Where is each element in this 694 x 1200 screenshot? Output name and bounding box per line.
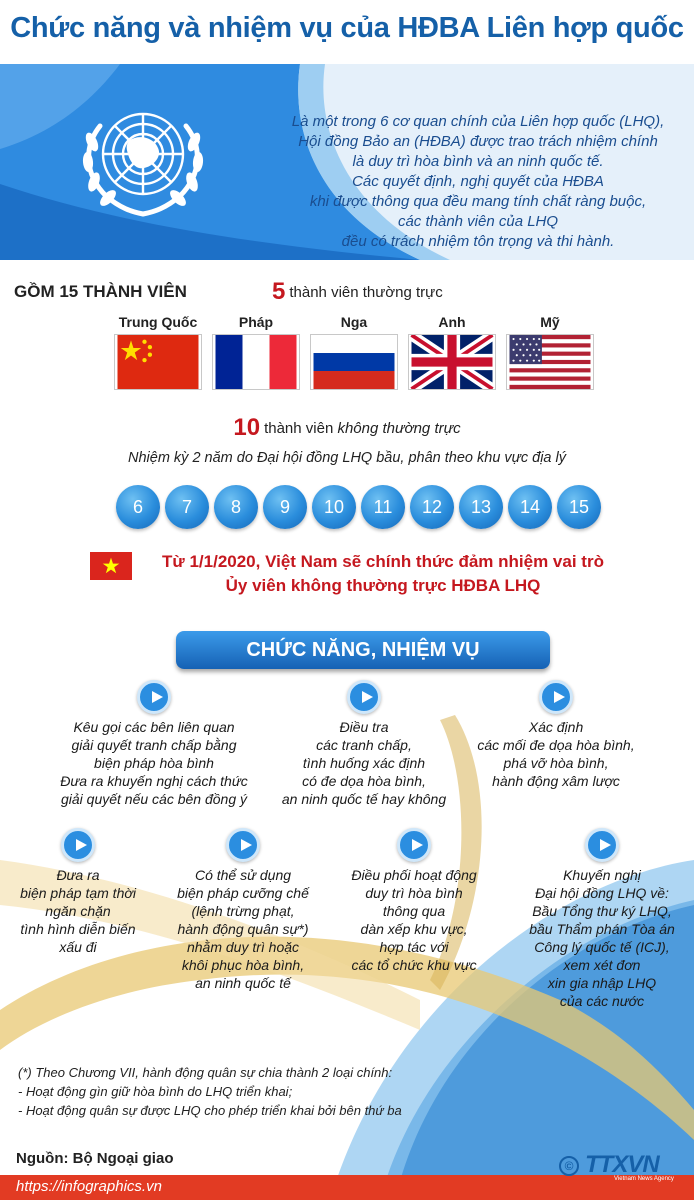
intro-line: Là một trong 6 cơ quan chính của Liên hợp quốc (LHQ),	[291, 113, 665, 130]
task-line: an ninh quốc tế	[195, 975, 291, 991]
seat-circle: 12	[410, 485, 454, 529]
permanent-label: thành viên thường trực	[289, 284, 443, 301]
task-line: có đe dọa hòa bình,	[302, 773, 426, 789]
member-name: Mỹ	[540, 314, 560, 330]
un-emblem-icon	[70, 96, 216, 222]
ttxvn-subtitle: Vietnam News Agency	[614, 1176, 674, 1182]
intro-line: khi được thông qua đều mang tính chất ràng buộc,	[309, 193, 647, 210]
task-line: dàn xếp khu vực,	[360, 921, 468, 937]
nonpermanent-members-label	[0, 414, 694, 442]
vietnam-announcement-line: Từ 1/1/2020, Việt Nam sẽ chính thức đảm nhiệm vai trò	[162, 552, 604, 571]
task-item	[44, 680, 264, 808]
seat-circle: 6	[116, 485, 160, 529]
member-china	[112, 314, 204, 390]
footnote-line: (*) Theo Chương VII, hành động quân sự chia thành 2 loại chính:	[18, 1065, 393, 1080]
member-russia	[308, 314, 400, 390]
member-name: Pháp	[238, 314, 274, 330]
task-line: tình huống xác định	[302, 755, 426, 771]
task-line: Đại hội đồng LHQ về:	[535, 885, 669, 901]
task-line: tình hình diễn biến	[20, 921, 136, 937]
seat-circle: 11	[361, 485, 405, 529]
seat-circle: 9	[263, 485, 307, 529]
seat-circle: 13	[459, 485, 503, 529]
task-line: giải quyết tranh chấp bằng	[71, 737, 237, 753]
task-line: hành động quân sự*)	[177, 921, 309, 937]
seat-circle: 15	[557, 485, 601, 529]
task-line: Công lý quốc tế (ICJ),	[534, 939, 670, 955]
task-line: các mối đe dọa hòa bình,	[477, 737, 635, 753]
members-heading: GỒM 15 THÀNH VIÊN	[14, 282, 187, 301]
task-item	[332, 828, 496, 974]
nonpermanent-count: 10	[233, 414, 261, 441]
task-line: bầu Thẩm phán Tòa án	[529, 921, 675, 937]
task-line: khôi phục hòa bình,	[181, 957, 305, 973]
member-uk	[406, 314, 498, 390]
task-line: Khuyến nghị	[563, 867, 641, 883]
intro-line: Hội đồng Bảo an (HĐBA) được trao trách nhiệm chính	[298, 133, 658, 150]
seat-circle: 14	[508, 485, 552, 529]
task-line: Điều tra	[339, 719, 389, 735]
task-line: phá vỡ hòa bình,	[503, 755, 609, 771]
seat-circle: 7	[165, 485, 209, 529]
task-line: thông qua	[382, 903, 446, 919]
nonpermanent-seats	[116, 485, 596, 529]
member-name: Trung Quốc	[118, 314, 198, 330]
task-line: giải quyết nếu các bên đồng ý	[60, 791, 248, 807]
page-title: Chức năng và nhiệm vụ của HĐBA Liên hợp quốc	[10, 12, 684, 44]
task-line: xấu đi	[59, 939, 97, 955]
member-usa	[504, 314, 596, 390]
seat-circle: 10	[312, 485, 356, 529]
task-line: (lệnh trừng phạt,	[191, 903, 295, 919]
intro-line: Các quyết định, nghị quyết của HĐBA	[352, 173, 604, 190]
footnote	[18, 1063, 402, 1120]
nonpermanent-label-emphasis: không thường trực	[337, 420, 461, 437]
permanent-count: 5	[272, 278, 286, 305]
play-icon	[226, 828, 260, 862]
task-line: ngăn chặn	[45, 903, 111, 919]
task-item	[468, 680, 644, 790]
task-line: nhằm duy trì hoặc	[186, 939, 300, 955]
task-line: Đưa ra khuyến nghị cách thức	[60, 773, 248, 789]
task-line: của các nước	[559, 993, 645, 1009]
section-title-functions: CHỨC NĂNG, NHIỆM VỤ	[176, 631, 550, 669]
play-icon	[347, 680, 381, 714]
member-name: Anh	[438, 314, 466, 330]
task-line: Bầu Tổng thư ký LHQ,	[532, 903, 672, 919]
source-credit: Nguồn: Bộ Ngoại giao	[16, 1150, 174, 1167]
ttxvn-logo: TTXVN	[585, 1151, 659, 1178]
task-line: các tổ chức khu vực	[351, 957, 477, 973]
footnote-line: - Hoạt động quân sự được LHQ cho phép triển khai bởi bên thứ ba	[18, 1103, 402, 1118]
intro-line: là duy trì hòa bình và an ninh quốc tế.	[352, 153, 604, 170]
intro-text	[262, 112, 694, 252]
task-line: Đưa ra	[56, 867, 100, 883]
task-line: Có thể sử dụng	[194, 867, 292, 883]
task-item	[516, 828, 688, 1010]
seat-circle: 8	[214, 485, 258, 529]
play-icon	[585, 828, 619, 862]
task-line: xem xét đơn	[563, 957, 641, 973]
copyright-icon: ©	[559, 1156, 579, 1176]
task-item	[264, 680, 464, 808]
intro-line: các thành viên của LHQ	[397, 213, 559, 230]
play-icon	[397, 828, 431, 862]
task-line: Xác định	[528, 719, 584, 735]
russia-flag-icon	[310, 334, 398, 390]
task-line: biện pháp hòa bình	[94, 755, 214, 771]
france-flag-icon	[212, 334, 300, 390]
member-france	[210, 314, 302, 390]
task-item	[158, 828, 328, 992]
task-line: xin gia nhập LHQ	[547, 975, 657, 991]
footnote-line: - Hoạt động gìn giữ hòa bình do LHQ triển khai;	[18, 1084, 293, 1099]
nonpermanent-label-text: thành viên	[264, 420, 334, 437]
task-line: duy trì hòa bình	[365, 885, 463, 901]
term-note: Nhiệm kỳ 2 năm do Đại hội đồng LHQ bầu, phân theo khu vực địa lý	[128, 450, 566, 466]
footer-website-link[interactable]: https://infographics.vn	[16, 1178, 162, 1195]
permanent-members-label	[272, 278, 443, 306]
uk-flag-icon	[408, 334, 496, 390]
usa-flag-icon	[506, 334, 594, 390]
member-name: Nga	[340, 314, 368, 330]
play-icon	[137, 680, 171, 714]
china-flag-icon	[114, 334, 202, 390]
task-line: Kêu gọi các bên liên quan	[73, 719, 235, 735]
task-line: các tranh chấp,	[316, 737, 412, 753]
task-item	[6, 828, 150, 956]
task-line: biện pháp tạm thời	[20, 885, 136, 901]
permanent-members-flags	[112, 314, 612, 394]
vietnam-announcement	[128, 550, 638, 598]
task-line: an ninh quốc tế hay không	[281, 791, 447, 807]
task-line: hành động xâm lược	[492, 773, 620, 789]
task-line: biện pháp cưỡng chế	[177, 885, 309, 901]
play-icon	[61, 828, 95, 862]
vietnam-flag-icon	[90, 552, 132, 580]
play-icon	[539, 680, 573, 714]
nonpermanent-label	[264, 420, 461, 437]
vietnam-announcement-line: Ủy viên không thường trực HĐBA LHQ	[225, 576, 541, 595]
task-line: Điều phối hoạt động	[351, 867, 477, 883]
intro-line: đều có trách nhiệm tôn trọng và thi hành.	[341, 233, 615, 250]
task-line: hợp tác với	[379, 939, 449, 955]
